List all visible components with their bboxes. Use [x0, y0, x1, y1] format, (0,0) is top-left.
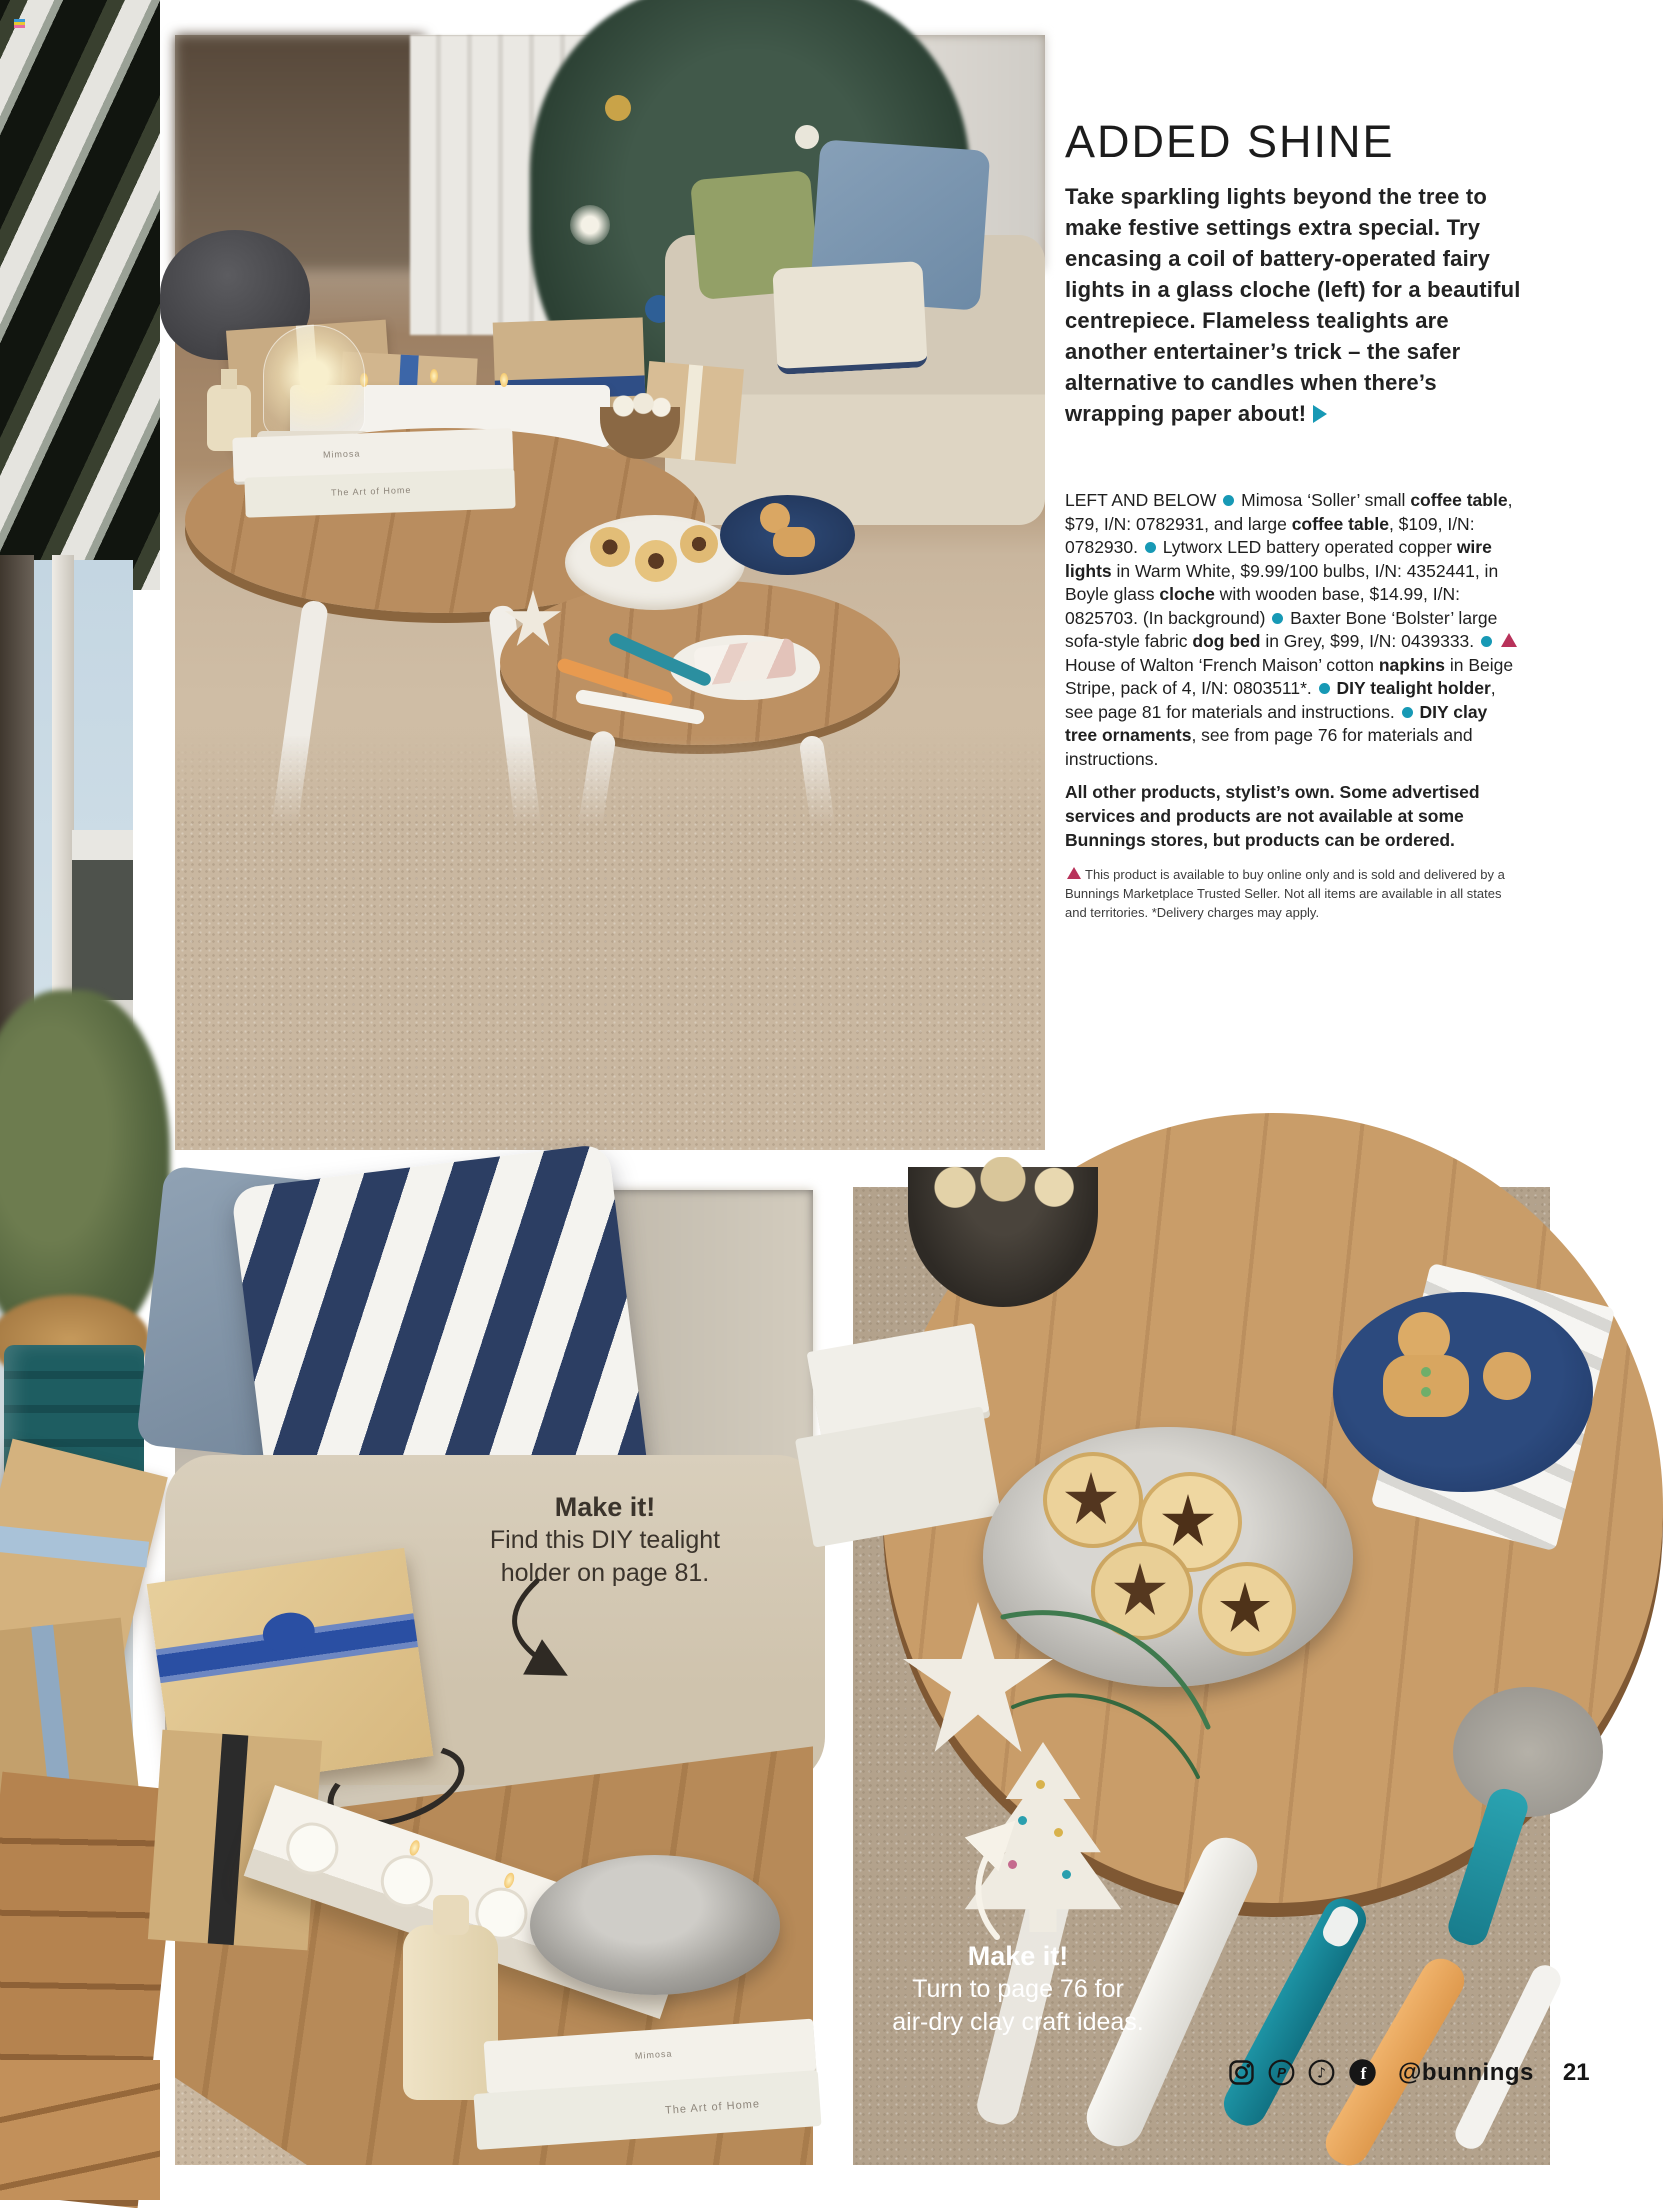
article-column — [1065, 118, 1523, 922]
gingerbread-man — [1483, 1352, 1531, 1400]
article-title: ADDED SHINE — [1065, 116, 1395, 167]
cream-bottle-neck — [433, 1895, 469, 1935]
gift-ribbon — [31, 1625, 71, 1796]
svg-text:P: P — [1276, 2065, 1287, 2081]
social-media-row — [1228, 2058, 1590, 2087]
facebook-icon — [1348, 2058, 1377, 2087]
pie-star-cutout — [1065, 1472, 1117, 1524]
tree-ornament — [795, 125, 819, 149]
pen-white — [1451, 1961, 1566, 2154]
cream-bottle — [403, 1925, 498, 2100]
product-credits: LEFT AND BELOW Mimosa ‘Soller’ small coffee table, $79, I/N: 0782931, and large coffee table, $109, I/N: 0782930. Lytworx LED battery operated copper wire lights in Warm White, $9.99/100 bulbs, I/N: 4352441, in Boyle glass cloche with wooden base, $14.99, I/N: 0825703. (In background) Baxter Bone ‘Bolster’ large sofa-style fabric dog bed in Grey, $99, I/N: 0439333. House of Walton ‘French Maison’ cotton napkins in Beige Stripe, pack of 4, I/N: 0803511*. DIY tealight holder, see page 81 for materials and instructions. DIY clay tree ornaments, see from page 76 for materials and instructions. — [1065, 489, 1523, 771]
gift-ribbon — [681, 365, 703, 461]
sofa-pillow-white-piped — [772, 261, 927, 375]
bottom-left-photo-tealight — [175, 1190, 813, 2165]
online-only-triangle-icon — [1067, 867, 1081, 879]
product-bullet-dot-icon — [1402, 707, 1413, 718]
product-bullet-dot-icon — [1223, 495, 1234, 506]
gold-baubles — [923, 1157, 1083, 1212]
read-more-arrow-icon — [1313, 405, 1327, 423]
product-bullet-dot-icon — [1145, 542, 1156, 553]
availability-note: All other products, stylist’s own. Some advertised services and products are not available at some Bunnings stores, but products can be ordered. — [1065, 782, 1480, 851]
stone-plate — [1453, 1687, 1603, 1817]
make-it-annotation-tealight — [410, 1490, 800, 1590]
left-photo-strip — [0, 0, 133, 2165]
tree-snowflake-ornament — [570, 205, 610, 245]
book-spine-label: Mimosa — [322, 448, 361, 460]
fine-print-text: This product is available to buy online only and is sold and delivered by a Bunnings Marketplace Trusted Seller. Not all items are available in all states and territories. *Delivery charges may apply. — [1065, 867, 1505, 921]
pergola-slats — [0, 0, 160, 590]
snowballs — [607, 393, 673, 419]
tealight-flame — [502, 1871, 516, 1889]
make-it-title: Make it! — [967, 1941, 1069, 1971]
green-twine — [973, 1587, 1233, 1807]
mince-pie — [1043, 1452, 1143, 1548]
instagram-icon — [1228, 2059, 1255, 2086]
make-it-title: Make it! — [554, 1492, 656, 1522]
page-number: 21 — [1562, 2058, 1590, 2086]
product-bullet-dot-icon — [1319, 683, 1330, 694]
social-handle: @bunnings — [1398, 2058, 1534, 2086]
tealight-flame — [430, 369, 438, 383]
gingerbread-button — [1421, 1367, 1431, 1377]
tree-ornament — [605, 95, 631, 121]
product-bullet-dot-icon — [1272, 613, 1283, 624]
tiktok-icon — [1308, 2059, 1335, 2086]
tealight-flame — [500, 373, 508, 387]
bottom-right-photo-clay-craft — [853, 1187, 1550, 2165]
star-cookie — [635, 540, 677, 582]
color-calibration-mark — [14, 19, 25, 28]
book-spine-title: The Art of Home — [664, 2098, 761, 2117]
book-spine-title: The Art of Home — [330, 484, 412, 498]
cream-bottle-neck — [221, 369, 237, 389]
hand-drawn-arrow-down — [475, 1575, 595, 1705]
pie-star-cutout — [1162, 1494, 1214, 1546]
svg-text:♪: ♪ — [1317, 2065, 1326, 2082]
main-photo-living-room — [175, 35, 1045, 1150]
glass-cloche — [263, 325, 365, 437]
pewter-bowl — [530, 1855, 780, 1995]
product-bullet-dot-icon — [1481, 636, 1492, 647]
star-cookie — [680, 525, 718, 563]
tealight — [374, 1848, 440, 1914]
make-it-line: holder on page 81. — [500, 1559, 710, 1587]
make-it-line: Find this DIY tealight — [489, 1526, 721, 1554]
make-it-annotation-clay — [853, 1939, 1183, 2039]
gingerbread-body — [1383, 1355, 1469, 1417]
marker-cap — [1319, 1902, 1363, 1950]
carpet — [175, 735, 1045, 1150]
tealight — [279, 1816, 345, 1882]
gingerbread-button — [1421, 1387, 1431, 1397]
ornament-dot — [1062, 1870, 1071, 1879]
star-cookie — [590, 527, 630, 567]
gift-strap-black — [208, 1734, 249, 1945]
article-intro — [1065, 181, 1523, 429]
gift-ribbon — [0, 1525, 149, 1568]
pinterest-icon — [1268, 2059, 1295, 2086]
deck-boards — [0, 2060, 160, 2200]
gingerbread-man — [773, 527, 815, 557]
fine-print — [1065, 865, 1523, 922]
svg-text:f: f — [1360, 2064, 1367, 2083]
online-only-triangle-icon — [1501, 633, 1517, 647]
book-spine-label: Mimosa — [634, 2048, 673, 2062]
tealight-flame — [408, 1839, 422, 1857]
article-intro-text: Take sparkling lights beyond the tree to make festive settings extra special. Try encasing a coil of battery-operated fairy lights in a glass cloche (left) for a beautiful centrepiece. Flameless tealights are another entertainer’s trick – the safer alternative to candles when there’s wrapping paper about! — [1065, 184, 1521, 427]
make-it-line: Turn to page 76 for — [912, 1975, 1124, 2003]
hand-drawn-arrow-up — [949, 1815, 1059, 1945]
make-it-line: air-dry clay craft ideas. — [892, 2008, 1144, 2036]
